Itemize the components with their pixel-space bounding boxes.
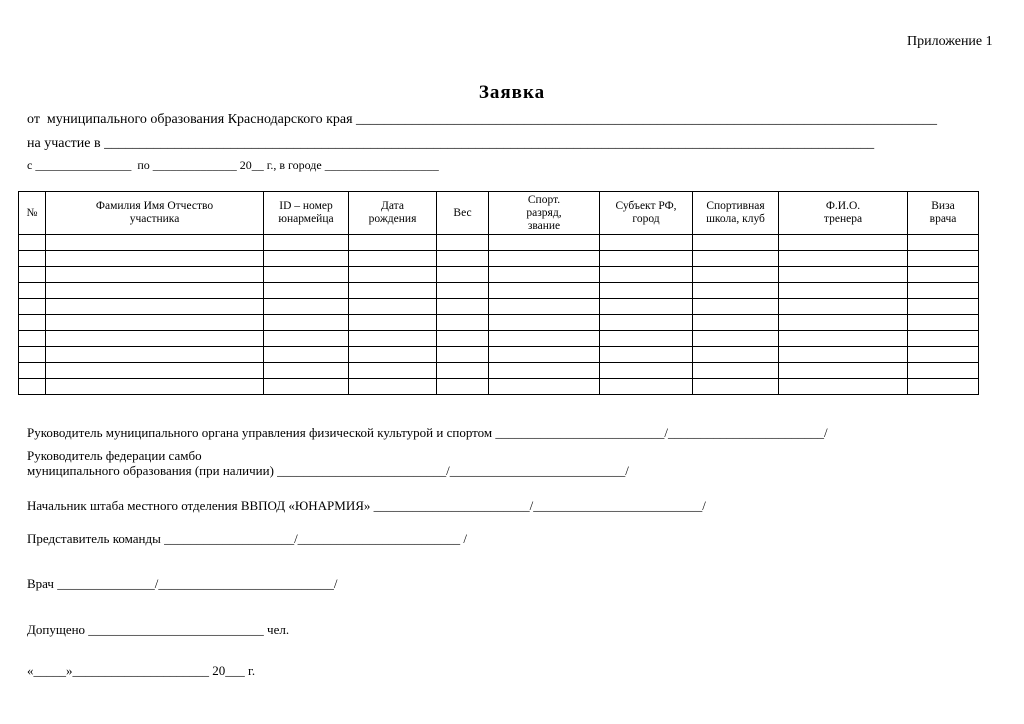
table-cell[interactable] [489, 347, 600, 363]
table-cell[interactable] [437, 299, 489, 315]
table-cell[interactable] [693, 251, 779, 267]
table-row [19, 251, 979, 267]
municipal-head-signature-line: Руководитель муниципального органа управления физической культурой и спортом __________________________/________________________/ [27, 425, 828, 440]
table-cell[interactable] [437, 331, 489, 347]
table-cell[interactable] [19, 283, 46, 299]
table-cell[interactable] [46, 235, 264, 251]
table-cell[interactable] [264, 235, 349, 251]
table-cell[interactable] [264, 315, 349, 331]
table-cell[interactable] [693, 299, 779, 315]
table-row [19, 315, 979, 331]
team-representative-signature-line: Представитель команды ____________________/_________________________ / [27, 531, 468, 546]
col-rank-header: Спорт. разряд, звание [489, 192, 600, 235]
table-cell[interactable] [693, 315, 779, 331]
table-cell[interactable] [46, 347, 264, 363]
table-cell[interactable] [437, 283, 489, 299]
table-cell[interactable] [908, 347, 979, 363]
table-cell[interactable] [46, 251, 264, 267]
table-row [19, 267, 979, 283]
admitted-count-line: Допущено ___________________________ чел. [27, 622, 290, 637]
table-cell[interactable] [46, 283, 264, 299]
table-cell[interactable] [908, 363, 979, 379]
table-cell[interactable] [908, 251, 979, 267]
from-municipality-line: от муниципального образования Краснодарского края ___________________________________________________________________________________ [27, 112, 938, 127]
table-cell[interactable] [600, 235, 693, 251]
table-cell[interactable] [779, 363, 908, 379]
table-cell[interactable] [19, 347, 46, 363]
table-cell[interactable] [349, 299, 437, 315]
table-cell[interactable] [264, 331, 349, 347]
table-cell[interactable] [437, 347, 489, 363]
table-cell[interactable] [264, 283, 349, 299]
table-cell[interactable] [437, 379, 489, 395]
table-cell[interactable] [437, 267, 489, 283]
table-cell[interactable] [908, 283, 979, 299]
table-cell[interactable] [349, 235, 437, 251]
participation-line: на участие в ______________________________________________________________________________________________________________ [27, 136, 875, 151]
federation-head-signature-line: муниципального образования (при наличии) __________________________/___________________________/ [27, 463, 629, 478]
table-cell[interactable] [693, 347, 779, 363]
table-cell[interactable] [349, 379, 437, 395]
table-cell[interactable] [349, 363, 437, 379]
table-cell[interactable] [489, 363, 600, 379]
table-header-row [19, 192, 979, 235]
table-cell[interactable] [693, 379, 779, 395]
table-cell[interactable] [19, 235, 46, 251]
table-cell[interactable] [19, 251, 46, 267]
table-cell[interactable] [693, 235, 779, 251]
table-cell[interactable] [46, 267, 264, 283]
table-cell[interactable] [349, 251, 437, 267]
table-cell[interactable] [437, 235, 489, 251]
table-row [19, 331, 979, 347]
table-cell[interactable] [19, 299, 46, 315]
table-cell[interactable] [19, 315, 46, 331]
table-cell[interactable] [600, 379, 693, 395]
table-cell[interactable] [264, 299, 349, 315]
table-cell[interactable] [779, 235, 908, 251]
table-cell[interactable] [600, 315, 693, 331]
table-cell[interactable] [264, 379, 349, 395]
table-cell[interactable] [489, 315, 600, 331]
table-cell[interactable] [600, 347, 693, 363]
table-cell[interactable] [349, 347, 437, 363]
table-cell[interactable] [349, 283, 437, 299]
table-row [19, 347, 979, 363]
table-cell[interactable] [779, 315, 908, 331]
table-cell[interactable] [489, 331, 600, 347]
table-cell[interactable] [779, 299, 908, 315]
table-cell[interactable] [264, 267, 349, 283]
date-line: «_____»_____________________ 20___ г. [27, 663, 256, 678]
table-cell[interactable] [46, 315, 264, 331]
table-cell[interactable] [600, 267, 693, 283]
table-row [19, 363, 979, 379]
table-cell[interactable] [693, 363, 779, 379]
table-cell[interactable] [779, 347, 908, 363]
table-cell[interactable] [349, 267, 437, 283]
col-school-header: Спортивная школа, клуб [693, 192, 779, 235]
col-fullname-header: Фамилия Имя Отчество участника [46, 192, 264, 235]
table-cell[interactable] [437, 315, 489, 331]
table-cell[interactable] [693, 267, 779, 283]
table-cell[interactable] [779, 251, 908, 267]
table-cell[interactable] [489, 299, 600, 315]
table-cell[interactable] [349, 315, 437, 331]
table-cell[interactable] [437, 251, 489, 267]
table-cell[interactable] [264, 363, 349, 379]
table-cell[interactable] [489, 251, 600, 267]
table-row [19, 283, 979, 299]
table-cell[interactable] [46, 363, 264, 379]
col-id-header: ID – номер юнармейца [264, 192, 349, 235]
table-cell[interactable] [693, 331, 779, 347]
table-cell[interactable] [46, 299, 264, 315]
staff-chief-signature-line: Начальник штаба местного отделения ВВПОД «ЮНАРМИЯ» ________________________/__________________________/ [27, 498, 706, 513]
table-cell[interactable] [19, 379, 46, 395]
federation-head-label: Руководитель федерации самбо [27, 448, 202, 463]
participants-table [18, 191, 979, 395]
table-cell[interactable] [349, 331, 437, 347]
table-cell[interactable] [19, 267, 46, 283]
table-cell[interactable] [489, 235, 600, 251]
table-cell[interactable] [779, 267, 908, 283]
table-cell[interactable] [600, 251, 693, 267]
table-row [19, 379, 979, 395]
table-cell[interactable] [46, 379, 264, 395]
table-cell[interactable] [779, 331, 908, 347]
table-cell[interactable] [264, 347, 349, 363]
table-cell[interactable] [600, 363, 693, 379]
table-cell[interactable] [19, 363, 46, 379]
doctor-signature-line: Врач _______________/___________________________/ [27, 576, 338, 591]
col-coach-header: Ф.И.О. тренера [779, 192, 908, 235]
table-cell[interactable] [489, 283, 600, 299]
table-cell[interactable] [46, 331, 264, 347]
col-doctor-visa-header: Виза врача [908, 192, 979, 235]
table-cell[interactable] [908, 267, 979, 283]
col-region-header: Субъект РФ, город [600, 192, 693, 235]
table-cell[interactable] [908, 331, 979, 347]
annex-label: Приложение 1 [907, 34, 993, 49]
table-body [19, 235, 979, 395]
table-cell[interactable] [489, 379, 600, 395]
dates-city-line: с ________________ по ______________ 20__ г., в городе ___________________ [27, 158, 439, 172]
table-cell[interactable] [600, 299, 693, 315]
table-row [19, 299, 979, 315]
table-cell[interactable] [908, 235, 979, 251]
table-cell[interactable] [600, 331, 693, 347]
table-cell[interactable] [779, 379, 908, 395]
document-title: Заявка [478, 82, 546, 103]
table-cell[interactable] [908, 299, 979, 315]
table-cell[interactable] [693, 283, 779, 299]
table-cell[interactable] [908, 315, 979, 331]
table-row [19, 235, 979, 251]
table-cell[interactable] [264, 251, 349, 267]
col-birthdate-header: Дата рождения [349, 192, 437, 235]
table-cell[interactable] [779, 283, 908, 299]
col-weight-header: Вес [437, 192, 489, 235]
table-cell[interactable] [489, 267, 600, 283]
col-number-header: № [19, 192, 46, 235]
table-cell[interactable] [600, 283, 693, 299]
table-cell[interactable] [908, 379, 979, 395]
table-cell[interactable] [19, 331, 46, 347]
table-cell[interactable] [437, 363, 489, 379]
